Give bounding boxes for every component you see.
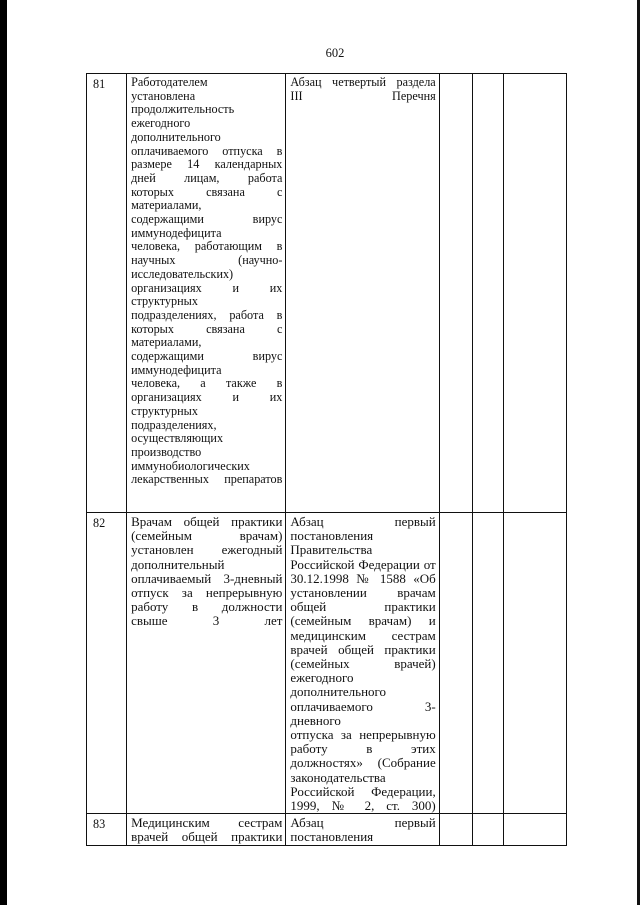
legal-basis-cell bbox=[286, 74, 439, 513]
page-number: 602 bbox=[325, 46, 345, 60]
text-line: дополнительный bbox=[131, 556, 225, 572]
text-line: Абзац первый bbox=[290, 815, 436, 831]
table-row bbox=[87, 814, 567, 845]
legal-basis-text bbox=[286, 74, 438, 103]
text-line: человека, а также в bbox=[131, 376, 283, 391]
text-line: Медицинским сестрам bbox=[131, 815, 283, 831]
row-number: 82 bbox=[93, 516, 106, 530]
text-line: отпуска за непрерывную bbox=[290, 727, 436, 743]
extra-cell-1 bbox=[439, 513, 472, 814]
text-line: врачей общей практики bbox=[131, 829, 283, 845]
measure-text bbox=[127, 74, 285, 487]
text-line: законодательства bbox=[290, 769, 386, 785]
text-line: медицинским сестрам bbox=[290, 627, 436, 643]
text-line: производство bbox=[131, 444, 202, 459]
text-line: подразделениях, bbox=[131, 417, 217, 432]
extra-cell-2 bbox=[472, 74, 503, 513]
legal-basis-text bbox=[286, 814, 438, 844]
text-line: ежегодного bbox=[131, 116, 191, 131]
row-number: 83 bbox=[93, 817, 106, 832]
table-row bbox=[87, 513, 567, 814]
text-line: постановления bbox=[290, 829, 374, 845]
table-row bbox=[87, 74, 567, 513]
text-line: Абзац первый bbox=[290, 514, 436, 529]
legal-basis-text bbox=[286, 513, 438, 813]
text-line: дополнительного bbox=[131, 129, 221, 144]
text-line: человека, работающим в bbox=[131, 239, 283, 254]
row-number-cell bbox=[87, 814, 127, 845]
text-line: Работодателем bbox=[131, 75, 208, 89]
text-line: (семейным врачам) и bbox=[290, 613, 436, 629]
row-number-cell bbox=[87, 513, 127, 814]
text-line: дополнительного bbox=[290, 684, 387, 700]
text-line: установлении врачам bbox=[290, 585, 436, 601]
extra-cell-2 bbox=[472, 513, 503, 814]
measure-text bbox=[127, 814, 285, 844]
text-line: содержащими вирус bbox=[131, 212, 283, 227]
text-line: должностях» (Собрание bbox=[290, 755, 436, 771]
text-line: организациях и их bbox=[131, 280, 283, 295]
legal-basis-cell bbox=[286, 513, 439, 814]
text-line: исследовательских) bbox=[131, 266, 234, 281]
text-line: Российской Федерации от bbox=[290, 556, 436, 572]
extra-cell-1 bbox=[439, 74, 472, 513]
text-line: структурных bbox=[131, 294, 198, 309]
text-line: содержащими вирус bbox=[131, 349, 283, 364]
text-line: структурных bbox=[131, 403, 198, 418]
extra-cell-3 bbox=[503, 814, 566, 845]
text-line: иммунодефицита bbox=[131, 225, 222, 240]
requirements-table bbox=[86, 73, 567, 846]
legal-basis-cell bbox=[286, 814, 439, 845]
row-number-cell bbox=[87, 74, 127, 513]
measure-text bbox=[127, 513, 285, 629]
extra-cell-1 bbox=[439, 814, 472, 845]
text-line: установлен ежегодный bbox=[131, 542, 283, 558]
text-line: Российской Федерации, bbox=[290, 783, 436, 799]
measure-cell bbox=[127, 814, 286, 845]
text-line: Правительства bbox=[290, 542, 373, 558]
text-line: научных (научно- bbox=[131, 253, 283, 268]
text-line: (семейным врачам) bbox=[131, 528, 283, 544]
text-line: иммунодефицита bbox=[131, 362, 222, 377]
text-line: дней лицам, работа bbox=[131, 170, 283, 185]
text-line: иммунобиологических bbox=[131, 458, 250, 473]
text-line: которых связана с bbox=[131, 184, 283, 199]
text-line: общей практики bbox=[290, 599, 436, 615]
text-line: III Перечня bbox=[290, 88, 436, 103]
text-line: (семейных врачей) bbox=[290, 656, 436, 672]
text-line: материалами, bbox=[131, 198, 202, 213]
extra-cell-3 bbox=[503, 513, 566, 814]
text-line: подразделениях, работа в bbox=[131, 307, 283, 322]
scan-border-left bbox=[0, 0, 7, 905]
text-line: работу в этих bbox=[290, 741, 436, 757]
text-line: организациях и их bbox=[131, 390, 283, 405]
text-line: лекарственных препаратов bbox=[131, 472, 283, 487]
text-line: ежегодного bbox=[290, 670, 354, 686]
text-line: врачей общей практики bbox=[290, 641, 436, 657]
text-line: размере 14 календарных bbox=[131, 157, 283, 172]
text-line: постановления bbox=[290, 528, 374, 544]
row-number: 81 bbox=[93, 77, 106, 91]
text-line: Врачам общей практики bbox=[131, 514, 283, 529]
extra-cell-3 bbox=[503, 74, 566, 513]
text-line: оплачиваемого отпуска в bbox=[131, 143, 283, 158]
text-line: отпуск за непрерывную bbox=[131, 585, 283, 601]
text-line: работу в должности bbox=[131, 599, 283, 615]
text-line: материалами, bbox=[131, 335, 202, 350]
extra-cell-2 bbox=[472, 814, 503, 845]
text-line: оплачиваемый 3-дневный bbox=[131, 570, 283, 586]
text-line: 30.12.1998 № 1588 «Об bbox=[290, 570, 436, 586]
measure-cell bbox=[127, 74, 286, 513]
text-line: Абзац четвертый раздела bbox=[290, 75, 436, 89]
text-line: осуществляющих bbox=[131, 431, 224, 446]
text-line: которых связана с bbox=[131, 321, 283, 336]
text-line: 1999, № 2, ст. 300) bbox=[290, 798, 436, 814]
text-line: оплачиваемого 3-дневного bbox=[290, 698, 436, 728]
measure-cell bbox=[127, 513, 286, 814]
text-line: свыше 3 лет bbox=[131, 613, 283, 629]
text-line: продолжительность bbox=[131, 102, 235, 117]
text-line: установлена bbox=[131, 88, 196, 103]
table-body bbox=[87, 74, 567, 846]
